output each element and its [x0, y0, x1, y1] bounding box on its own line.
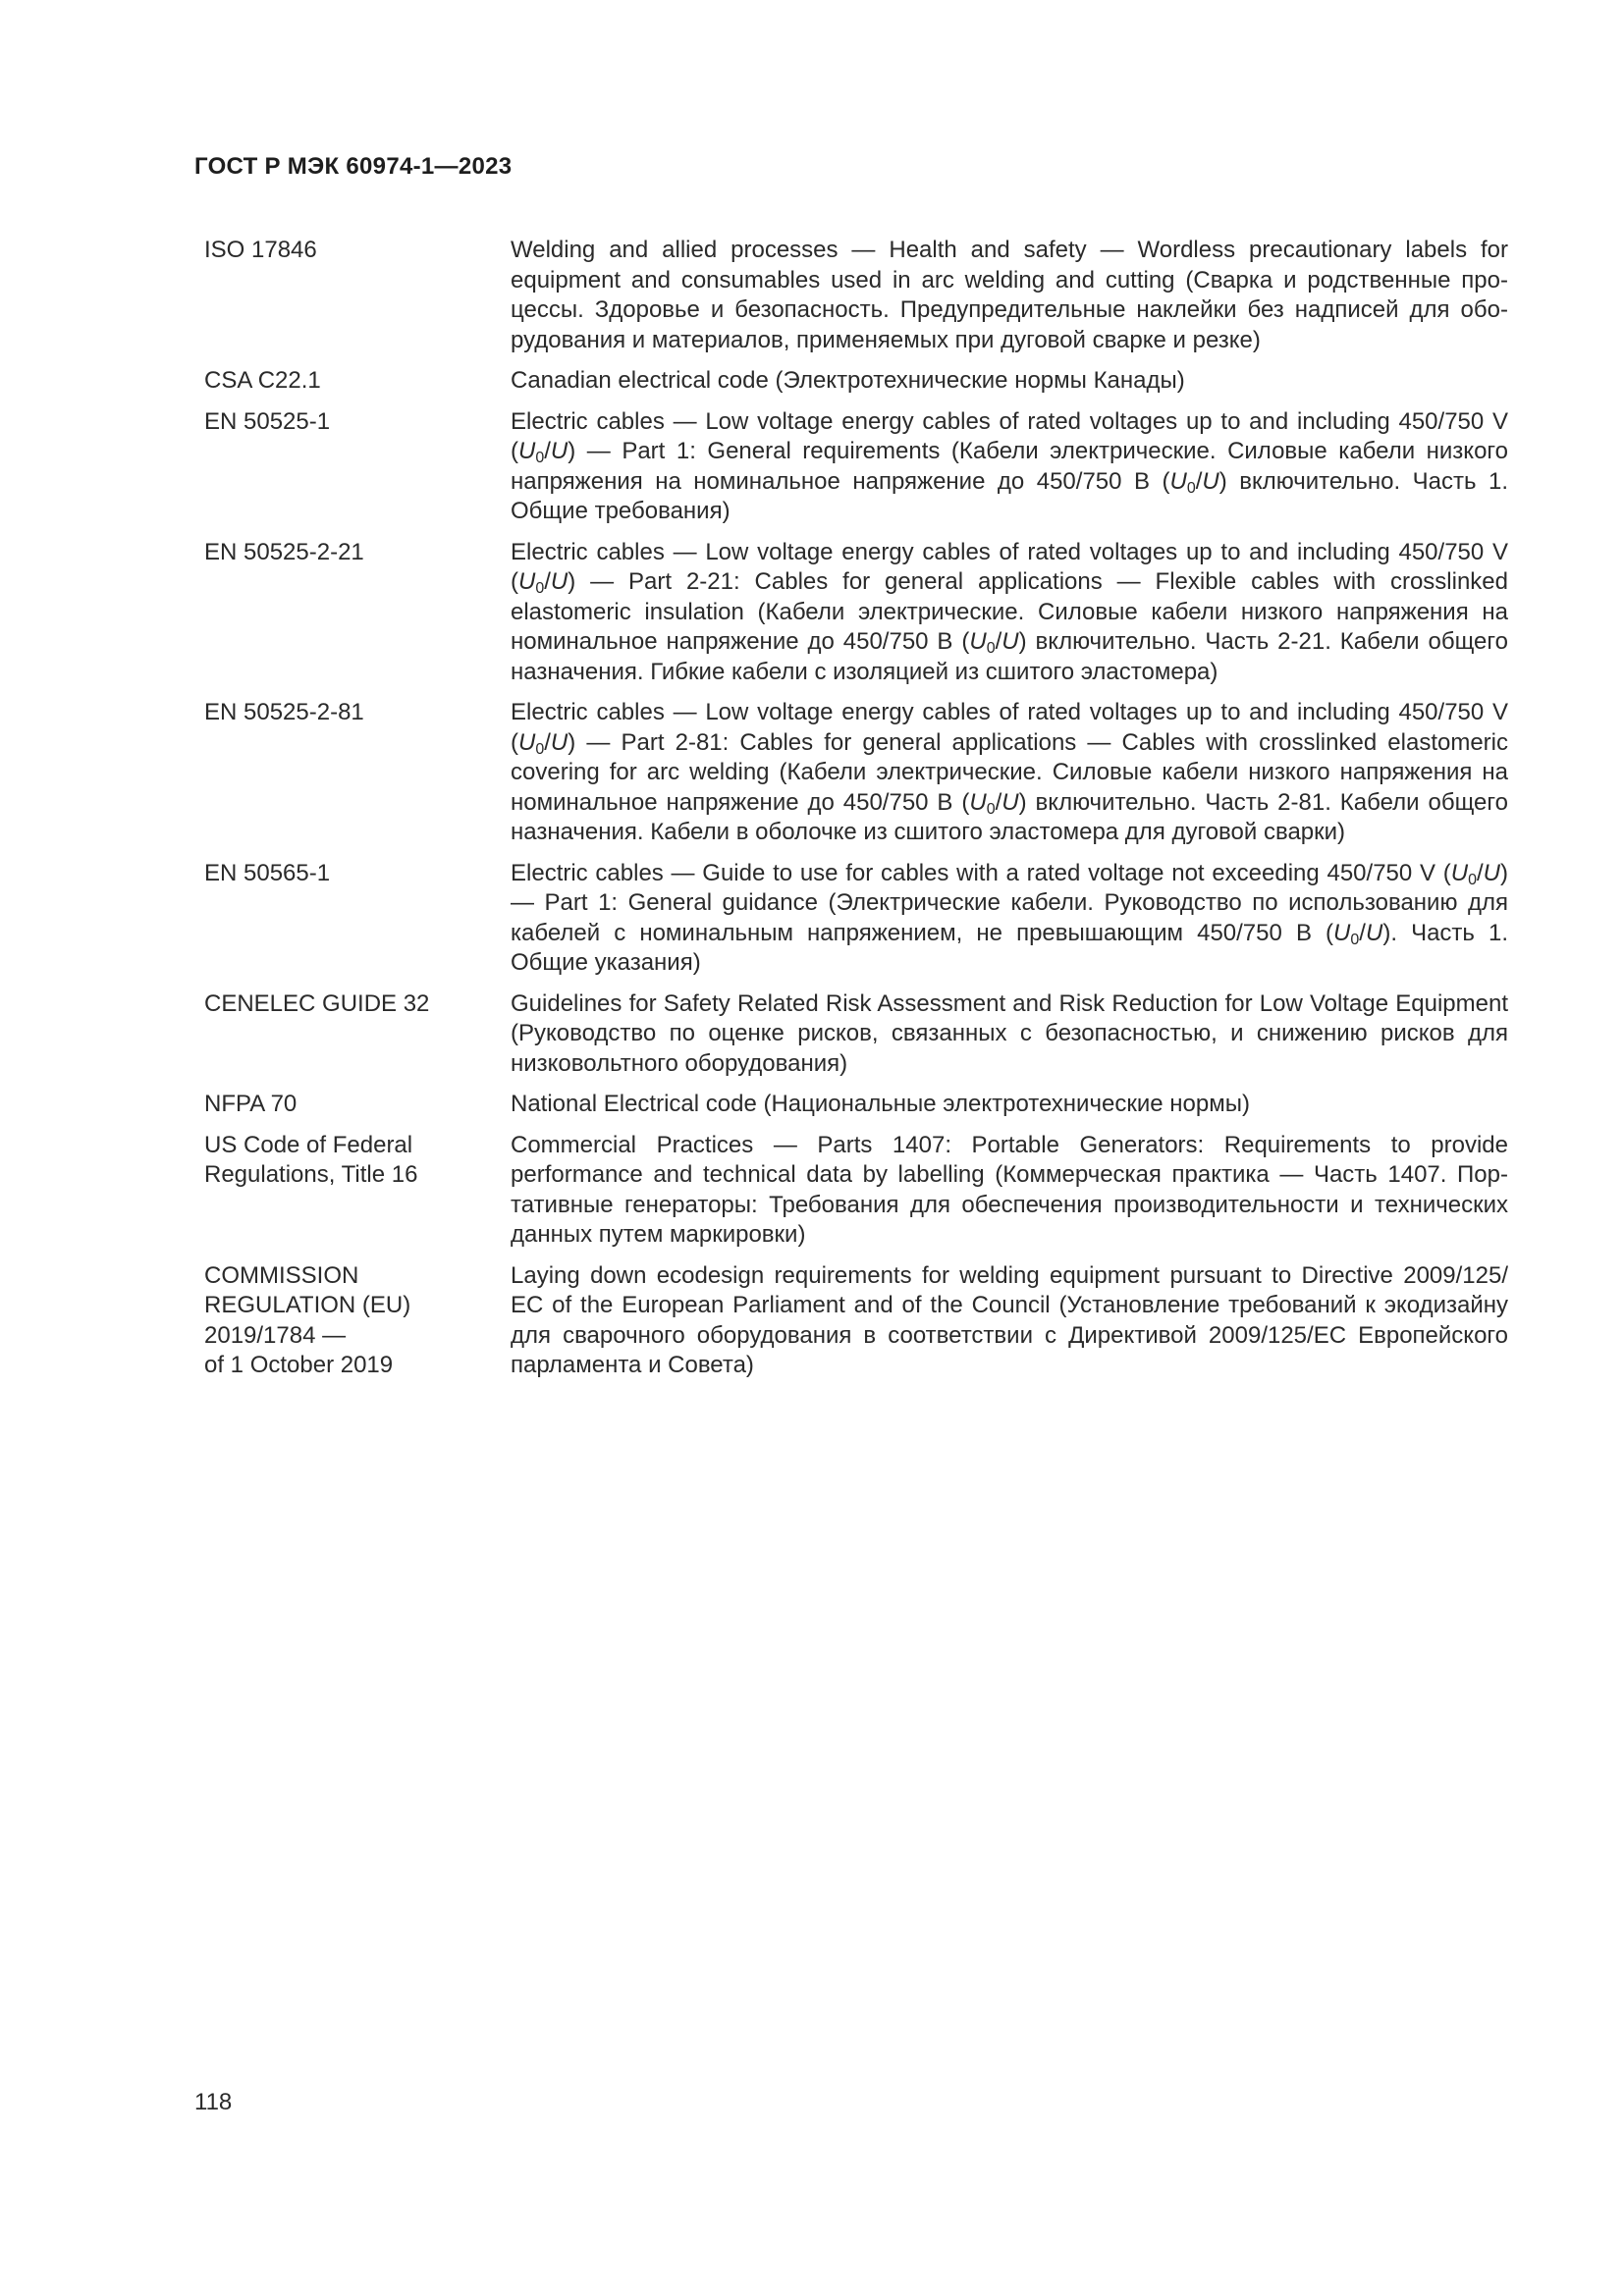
reference-code: CENELEC GUIDE 32 — [204, 989, 430, 1017]
reference-row — [204, 1261, 1508, 1381]
reference-title: Electric cables — Low voltage energy cables of rated voltages up to and including 450/750 V $(U_0/U)$ — Part 2-21: Cables for general applications — Flexible cables with crosslinked elastomeric insulation (Кабели электрические. Силовые кабели низкого напряжения на номинальное напряжение до 450/750 В $(U_0/U)$ включительно. Часть 2-21. Кабели общего назначения. Гибкие кабели с изоляцией из сшитого эластомера) — [511, 538, 1508, 685]
reference-title: National Electrical code (Национальные электротехнические нормы) — [511, 1091, 1250, 1117]
reference-row — [204, 1090, 1508, 1120]
reference-code: EN 50525-1 — [204, 407, 331, 435]
reference-code: EN 50525-2-81 — [204, 699, 364, 725]
reference-title: Laying down ecodesign requirements for welding equipment pursuant to Directive 2009/125/ EC of the European Parliament and of the Council (Установление требований к экодизайну для сварочного оборудования в соответствии с Директивой 2009/125/EC Европейского парламента и Совета) — [511, 1261, 1508, 1378]
reference-title: Canadian electrical code (Электротехнические нормы Канады) — [511, 367, 1185, 394]
reference-row — [204, 989, 1508, 1080]
reference-code: NFPA 70 — [204, 1091, 298, 1117]
reference-code: CSA C22.1 — [204, 367, 321, 394]
reference-code: COMMISSION REGULATION (EU) 2019/1784 — of 1 October 2019 — [204, 1261, 411, 1378]
reference-code: US Code of Federal Regulations, Title 16 — [204, 1131, 418, 1188]
reference-row — [204, 407, 1508, 527]
reference-list — [204, 236, 1508, 1392]
reference-title: Electric cables — Low voltage energy cables of rated voltages up to and including 450/750 V $(U_0/U)$ — Part 1: General requirements (Кабели электрические. Силовые кабели низкого напряжения на номинальное напряжение до 450/750 В $(U_0/U)$ включительно. Часть 1. Общие требования) — [511, 407, 1508, 524]
document-header: ГОСТ Р МЭК 60974-1—2023 — [194, 153, 513, 180]
reference-row — [204, 859, 1508, 979]
reference-code: EN 50565-1 — [204, 859, 331, 886]
reference-row — [204, 698, 1508, 848]
reference-row — [204, 1131, 1508, 1251]
page-number: 118 — [194, 2089, 233, 2115]
reference-title: Electric cables — Guide to use for cables with a rated voltage not exceeding 450/750 V $(U_0/U)$ — Part 1: General guidance (Электрические кабели. Руководство по использованию для кабелей с номинальным напряжением, не превышающим 450/750 В $(U_0/U)$. Часть 1. Общие указания) — [511, 859, 1509, 976]
reference-code: ISO 17846 — [204, 237, 317, 263]
reference-code: EN 50525-2-21 — [204, 538, 364, 565]
reference-title: Guidelines for Safety Related Risk Assessment and Risk Reduction for Low Voltage Equipment (Руководство по оценке рисков, связанных с безопасностью, и снижению рисков для низковольтного оборудования) — [511, 989, 1508, 1077]
reference-row — [204, 236, 1508, 355]
reference-row — [204, 366, 1508, 397]
reference-title: Commercial Practices — Parts 1407: Portable Generators: Requirements to provide performance and technical data by labelling (Коммерческая практика — Часть 1407. Портативные генераторы: Требования для обеспечения производительности и технических данных путем маркировки) — [511, 1131, 1508, 1248]
reference-row — [204, 538, 1508, 688]
reference-title: Electric cables — Low voltage energy cables of rated voltages up to and including 450/750 V $(U_0/U)$ — Part 2-81: Cables for general applications — Cables with crosslinked elastomeric covering for arc welding (Кабели электрические. Силовые кабели низкого напряжения на номинальное напряжение до 450/750 В $(U_0/U)$ включительно. Часть 2-81. Кабели общего назначения. Кабели в оболочке из сшитого эластомера для дуговой сварки) — [511, 699, 1508, 845]
reference-title: Welding and allied processes — Health and safety — Wordless precautionary labels for equipment and consumables used in arc welding and cutting (Сварка и родственные процессы. Здоровье и безопасность. Предупредительные наклейки без надписей для оборудования и материалов, применяемых при дуговой сварке и резке) — [511, 237, 1508, 353]
